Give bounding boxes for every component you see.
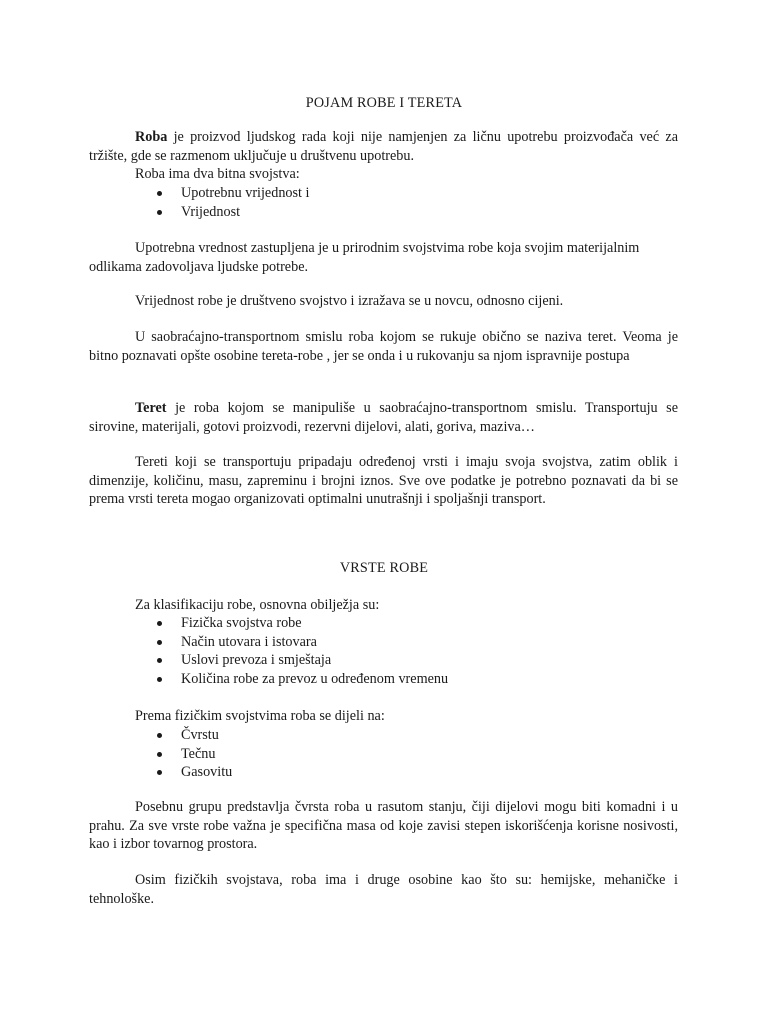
bullet-icon xyxy=(157,770,162,775)
svojstva-list xyxy=(89,184,678,221)
svojstva-intro: Roba ima dva bitna svojstva: xyxy=(135,166,300,182)
list-item: Fizička svojstva robe xyxy=(89,614,678,633)
bullet-icon xyxy=(157,640,162,645)
paragraph-teret-definition xyxy=(89,399,678,436)
list-item: Vrijednost xyxy=(89,203,678,222)
paragraph-tereti: Tereti koji se transportuju pripadaju određenoj vrsti i imaju svoja svojstva, zatim oblik i dimenzije, količinu, masu, zapreminu i brojni iznos. Sve ove podatke je potrebno poznavati da bi se prema vrsti tereta mogao organizovati optimalni unutrašnji i spoljašnji transport. xyxy=(89,454,678,508)
fizicka-intro: Prema fizičkim svojstvima roba se dijeli na: xyxy=(135,708,385,724)
teret-definition-text: je roba kojom se manipuliše u saobraćajno-transportnom smislu. Transportuju se sirovine, materijali, gotovi proizvodi, rezervni dijelovi, alati, goriva, maziva… xyxy=(89,400,678,435)
list-item: Uslovi prevoza i smještaja xyxy=(89,651,678,670)
paragraph-saobracajno: U saobraćajno-transportnom smislu roba kojom se rukuje obično se naziva teret. Veoma je bitno poznavati opšte osobine tereta-robe , jer se onda i u rukovanju sa njom ispravnije postupa xyxy=(89,329,678,364)
bullet-icon xyxy=(157,733,162,738)
paragraph-posebnu-grupu: Posebnu grupu predstavlja čvrsta roba u rasutom stanju, čiji dijelovi mogu biti komadni i u prahu. Za sve vrste robe važna je specifična masa od koje zavisi stepen iskorišćenja korisne nosivosti, kao i izbor tovarnog prostora. xyxy=(89,799,678,853)
bullet-icon xyxy=(157,677,162,682)
bullet-icon xyxy=(157,658,162,663)
list-item: Čvrstu xyxy=(89,726,678,745)
heading-vrste-robe: VRSTE ROBE xyxy=(339,560,429,576)
bullet-icon xyxy=(157,621,162,626)
bullet-icon xyxy=(157,752,162,757)
list-item: Gasovitu xyxy=(89,763,678,782)
paragraph-roba-definition xyxy=(89,128,678,165)
obiljezja-intro: Za klasifikaciju robe, osnovna obilježja su: xyxy=(135,597,380,613)
paragraph-upotrebna-vrednost: Upotrebna vrednost zastupljena je u prirodnim svojstvima robe koja svojim materijalnim odlikama zadovoljava ljudske potrebe. xyxy=(89,240,640,275)
fizicka-list xyxy=(89,726,678,782)
bullet-icon xyxy=(157,210,162,215)
roba-definition-text: je proizvod ljudskog rada koji nije namjenjen za ličnu upotrebu proizvođača već za tržište, gde se razmenom uključuje u društvenu upotrebu. xyxy=(89,129,678,164)
term-roba: Roba xyxy=(135,129,168,145)
list-item: Upotrebnu vrijednost i xyxy=(89,184,678,203)
paragraph-vrijednost: Vrijednost robe je društveno svojstvo i izražava se u novcu, odnosno cijeni. xyxy=(135,293,564,309)
bullet-icon xyxy=(157,191,162,196)
list-item: Način utovara i istovara xyxy=(89,633,678,652)
term-teret: Teret xyxy=(135,400,167,416)
paragraph-osim-fizickih: Osim fizičkih svojstava, roba ima i druge osobine kao što su: hemijske, mehaničke i tehnološke. xyxy=(89,872,678,907)
obiljezja-list xyxy=(89,614,678,688)
list-item: Tečnu xyxy=(89,745,678,764)
heading-pojam-robe: POJAM ROBE I TERETA xyxy=(305,95,463,111)
list-item: Količina robe za prevoz u određenom vremenu xyxy=(89,670,678,689)
